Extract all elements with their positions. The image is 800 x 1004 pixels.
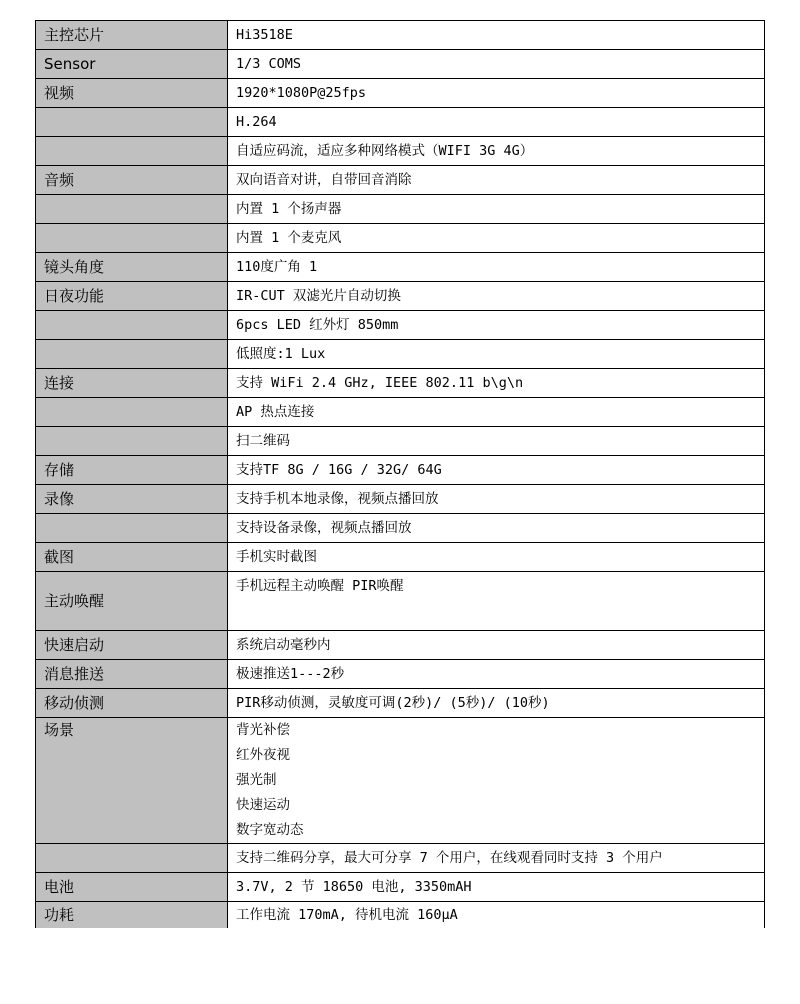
row-label-empty bbox=[36, 427, 228, 456]
table-row bbox=[36, 689, 765, 718]
scene-item: 强光制 bbox=[236, 772, 277, 788]
row-value-wakeup: 手机远程主动唤醒 PIR唤醒 bbox=[228, 572, 765, 631]
row-label-motion-detect: 移动侦测 bbox=[36, 689, 228, 718]
row-value-ir-led: 6pcs LED 红外灯 850mm bbox=[228, 311, 765, 340]
row-value-low-light: 低照度:1 Lux bbox=[228, 340, 765, 369]
row-label-empty bbox=[36, 340, 228, 369]
table-row bbox=[36, 902, 765, 929]
row-label-empty bbox=[36, 224, 228, 253]
table-row bbox=[36, 282, 765, 311]
row-value-device-recording: 支持设备录像，视频点播回放 bbox=[228, 514, 765, 543]
table-row bbox=[36, 50, 765, 79]
table-row bbox=[36, 631, 765, 660]
table-row bbox=[36, 844, 765, 873]
table-row bbox=[36, 79, 765, 108]
scene-item: 数字宽动态 bbox=[236, 822, 304, 838]
row-value-intercom: 双向语音对讲，自带回音消除 bbox=[228, 166, 765, 195]
table-row bbox=[36, 543, 765, 572]
scene-item: 快速运动 bbox=[236, 797, 290, 813]
row-value-sensor: 1/3 COMS bbox=[228, 50, 765, 79]
table-row bbox=[36, 108, 765, 137]
row-value-speaker: 内置 1 个扬声器 bbox=[228, 195, 765, 224]
row-label-power: 功耗 bbox=[36, 902, 228, 929]
row-value-ir-cut: IR-CUT 双滤光片自动切换 bbox=[228, 282, 765, 311]
scene-item: 背光补偿 bbox=[236, 722, 290, 738]
row-label-recording: 录像 bbox=[36, 485, 228, 514]
row-label-fast-boot: 快速启动 bbox=[36, 631, 228, 660]
row-value-video-resolution: 1920*1080P@25fps bbox=[228, 79, 765, 108]
row-label-storage: 存储 bbox=[36, 456, 228, 485]
row-label-empty bbox=[36, 195, 228, 224]
row-value-video-codec: H.264 bbox=[228, 108, 765, 137]
row-value-battery: 3.7V, 2 节 18650 电池, 3350mAH bbox=[228, 873, 765, 902]
row-value-scene-list bbox=[228, 718, 765, 844]
row-label-audio: 音频 bbox=[36, 166, 228, 195]
row-value-microphone: 内置 1 个麦克风 bbox=[228, 224, 765, 253]
row-label-connection: 连接 bbox=[36, 369, 228, 398]
row-value-screenshot: 手机实时截图 bbox=[228, 543, 765, 572]
table-row bbox=[36, 195, 765, 224]
table-row bbox=[36, 137, 765, 166]
row-label-battery: 电池 bbox=[36, 873, 228, 902]
table-row bbox=[36, 369, 765, 398]
table-row bbox=[36, 340, 765, 369]
row-value-wifi: 支持 WiFi 2.4 GHz, IEEE 802.11 b\g\n bbox=[228, 369, 765, 398]
row-label-chip: 主控芯片 bbox=[36, 21, 228, 50]
table-row bbox=[36, 253, 765, 282]
scene-item: 红外夜视 bbox=[236, 747, 290, 763]
table-row bbox=[36, 660, 765, 689]
table-row bbox=[36, 166, 765, 195]
row-value-chip: Hi3518E bbox=[228, 21, 765, 50]
table-row bbox=[36, 311, 765, 340]
spec-sheet bbox=[35, 20, 763, 928]
row-value-adaptive-stream: 自适应码流，适应多种网络模式（WIFI 3G 4G） bbox=[228, 137, 765, 166]
row-value-tf-card: 支持TF 8G / 16G / 32G/ 64G bbox=[228, 456, 765, 485]
row-label-empty bbox=[36, 137, 228, 166]
row-label-empty bbox=[36, 398, 228, 427]
row-value-phone-recording: 支持手机本地录像，视频点播回放 bbox=[228, 485, 765, 514]
row-label-day-night: 日夜功能 bbox=[36, 282, 228, 311]
table-row bbox=[36, 572, 765, 631]
row-label-video: 视频 bbox=[36, 79, 228, 108]
table-row bbox=[36, 873, 765, 902]
row-label-wakeup: 主动唤醒 bbox=[36, 572, 228, 631]
row-label-scene: 场景 bbox=[36, 718, 228, 844]
row-label-empty bbox=[36, 844, 228, 873]
row-value-motion-detect: PIR移动侦测，灵敏度可调(2秒)/ (5秒)/ (10秒) bbox=[228, 689, 765, 718]
row-label-sensor: Sensor bbox=[36, 50, 228, 79]
table-row bbox=[36, 485, 765, 514]
row-value-qr-scan: 扫二维码 bbox=[228, 427, 765, 456]
table-row bbox=[36, 718, 765, 844]
row-value-qr-share: 支持二维码分享，最大可分享 7 个用户，在线观看同时支持 3 个用户 bbox=[228, 844, 765, 873]
table-row bbox=[36, 514, 765, 543]
row-label-lens-angle: 镜头角度 bbox=[36, 253, 228, 282]
table-row bbox=[36, 224, 765, 253]
row-value-push: 极速推送1---2秒 bbox=[228, 660, 765, 689]
row-value-lens-angle: 110度广角 1 bbox=[228, 253, 765, 282]
row-value-power: 工作电流 170mA, 待机电流 160μA bbox=[228, 902, 765, 929]
spec-table bbox=[35, 20, 765, 928]
row-label-empty bbox=[36, 514, 228, 543]
row-label-push: 消息推送 bbox=[36, 660, 228, 689]
row-label-screenshot: 截图 bbox=[36, 543, 228, 572]
table-row bbox=[36, 398, 765, 427]
table-row bbox=[36, 21, 765, 50]
row-value-fast-boot: 系统启动毫秒内 bbox=[228, 631, 765, 660]
table-row bbox=[36, 456, 765, 485]
row-value-ap-hotspot: AP 热点连接 bbox=[228, 398, 765, 427]
table-row bbox=[36, 427, 765, 456]
row-label-empty bbox=[36, 108, 228, 137]
row-label-empty bbox=[36, 311, 228, 340]
